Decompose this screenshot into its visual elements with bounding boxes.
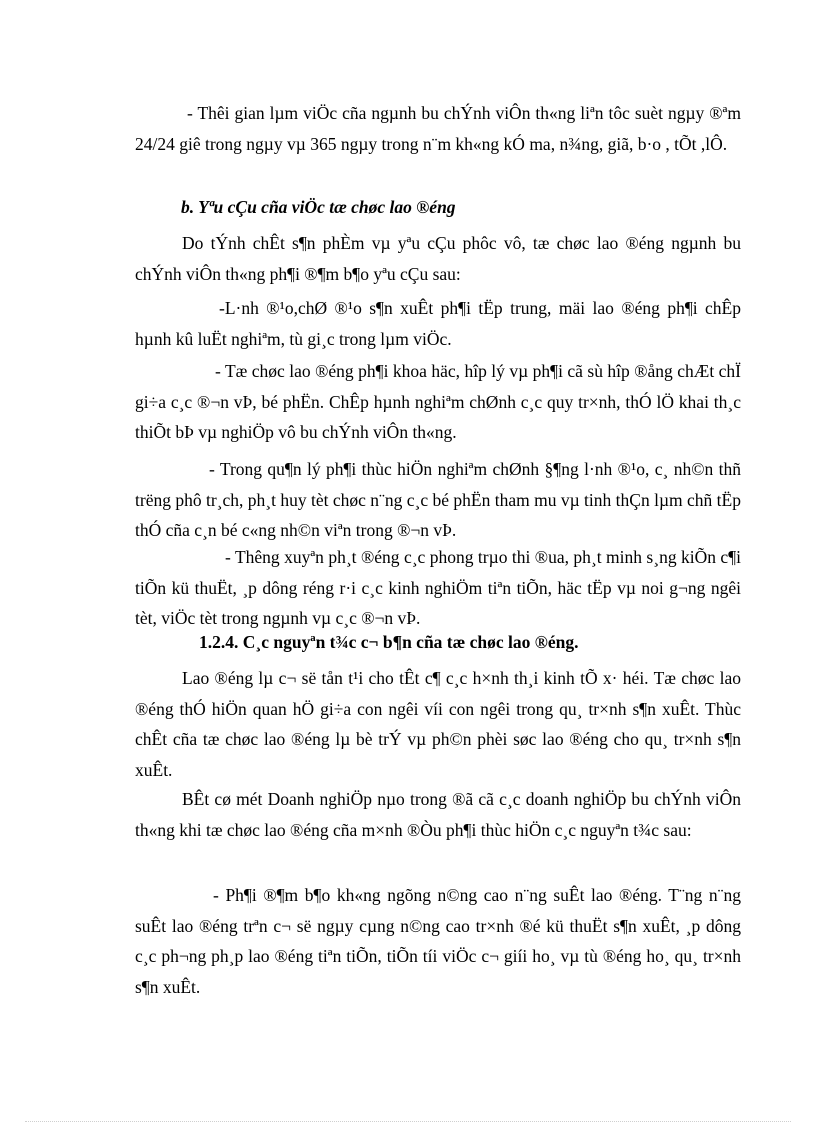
paragraph: Do tÝnh chÊt s¶n phÈm vµ yªu cÇu phôc vô, tæ chøc lao ®éng ngµnh bu chÝnh viÔn th«ng ph¶i ®¶m b¶o yªu cÇu sau: (135, 233, 741, 284)
paragraph: - Thêng xuyªn ph¸t ®éng c¸c phong trµo thi ®ua, ph¸t minh s¸ng kiÕn c¶i tiÕn kü thuËt, ¸p dông réng r·i c¸c kinh nghiÖm tiªn tiÕn, häc tËp vµ noi g¬ng ngêi tèt, viÖc tèt trong ngµnh vµ c¸c ®¬n vÞ. (135, 547, 741, 628)
paragraph: - Tæ chøc lao ®éng ph¶i khoa häc, hîp lý vµ ph¶i cã sù hîp ®ång chÆt chÏ gi÷a c¸c ®¬n vÞ, bé phËn. ChÊp hµnh nghiªm chØnh c¸c quy tr×nh, thÓ lÖ khai th¸c thiÕt bÞ vµ nghiÖp vô bu chÝnh viÔn th«ng. (135, 361, 741, 442)
paragraph: - Trong qu¶n lý ph¶i thùc hiÖn nghiªm chØnh §¶ng l·nh ®¹o, c¸ nh©n thñ trëng phô tr¸ch, ph¸t huy tèt chøc n¨ng c¸c bé phËn tham mu vµ tinh thÇn lµm chñ tËp thÓ cña c¸n bé c«ng nh©n viªn trong ®¬n vÞ. (135, 459, 741, 540)
section-heading: b. Yªu cÇu cña viÖc tæ chøc lao ®éng (181, 197, 456, 217)
paragraph: - Thêi gian lµm viÖc cña ngµnh bu chÝnh viÔn th«ng liªn tôc suèt ngµy ®ªm 24/24 giê trong ngµy vµ 365 ngµy trong n¨m kh«ng kÓ ma, n¾ng, giã, b·o , tÕt ,lÔ. (135, 103, 741, 154)
page-bottom-rule (25, 1121, 791, 1122)
paragraph: BÊt cø mét Doanh nghiÖp nµo trong ®ã cã c¸c doanh nghiÖp bu chÝnh viÔn th«ng khi tæ chøc lao ®éng cña m×nh ®Òu ph¶i thùc hiÖn c¸c nguyªn t¾c sau: (135, 789, 741, 840)
paragraph: -L·nh ®¹o,chØ ®¹o s¶n xuÊt ph¶i tËp trung, mäi lao ®éng ph¶i chÊp hµnh kû luËt nghiªm, tù gi¸c trong lµm viÖc. (135, 298, 741, 349)
section-heading: 1.2.4. C¸c nguyªn t¾c c¬ b¶n cña tæ chøc lao ®éng. (199, 632, 579, 652)
paragraph: Lao ®éng lµ c¬ së tån t¹i cho tÊt c¶ c¸c h×nh th¸i kinh tÕ x· héi. Tæ chøc lao ®éng thÓ hiÖn quan hÖ gi÷a con ngêi víi con ngêi trong qu¸ tr×nh s¶n xuÊt. Thùc chÊt cña tæ chøc lao ®éng lµ bè trÝ vµ ph©n phèi søc lao ®éng cho qu¸ tr×nh s¶n xuÊt. (135, 668, 741, 780)
paragraph: - Ph¶i ®¶m b¶o kh«ng ngõng n©ng cao n¨ng suÊt lao ®éng. T¨ng n¨ng suÊt lao ®éng trªn c¬ së ngµy cµng n©ng cao tr×nh ®é kü thuËt s¶n xuÊt, ¸p dông c¸c ph¬ng ph¸p lao ®éng tiªn tiÕn, tiÕn tíi viÖc c¬ giíi ho¸ vµ tù ®éng ho¸ qu¸ tr×nh s¶n xuÊt. (135, 885, 741, 997)
